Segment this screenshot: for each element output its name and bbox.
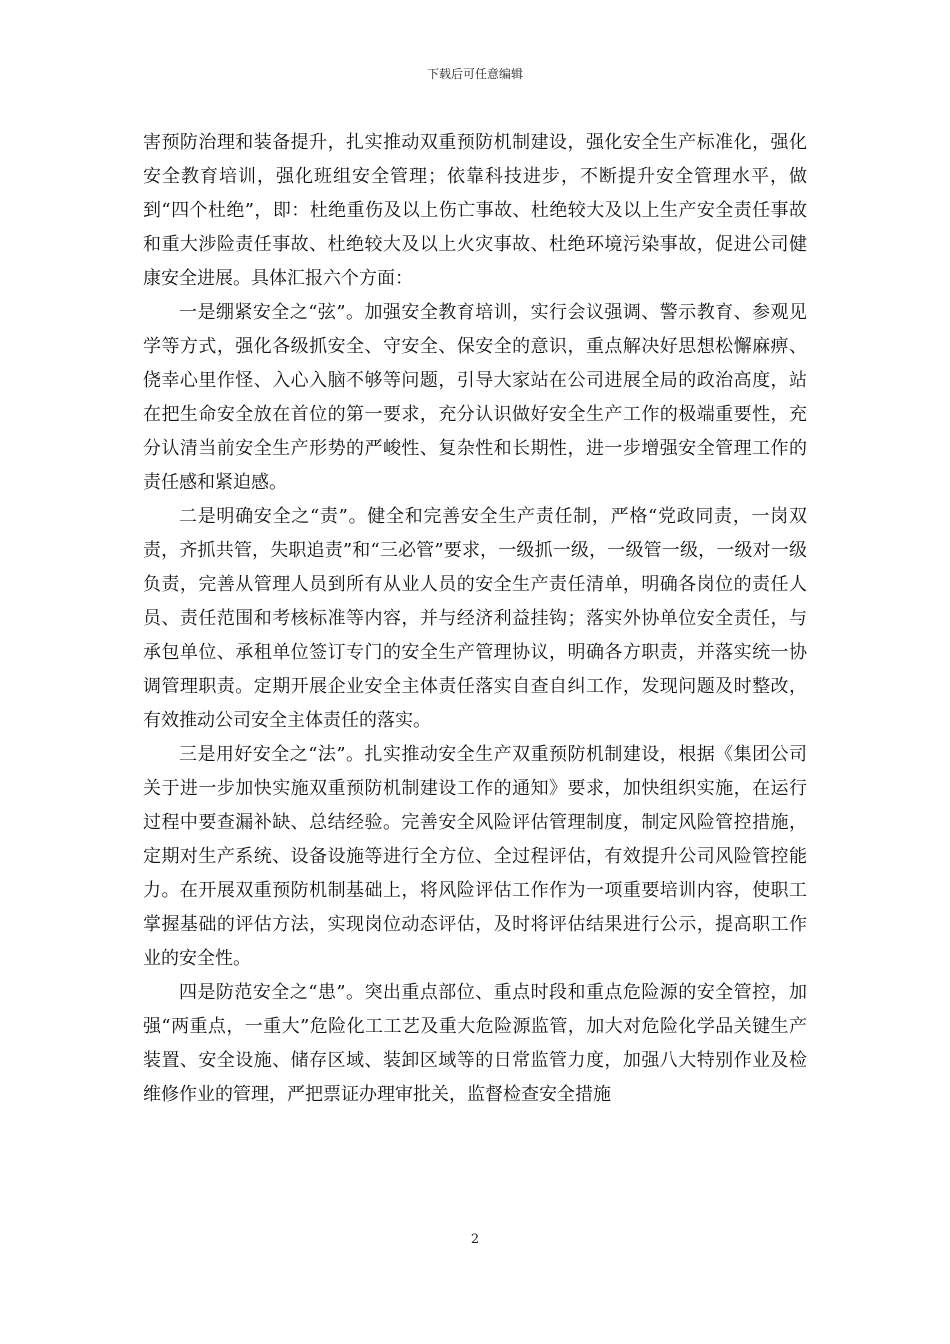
page-header: 下载后可任意编辑	[426, 67, 523, 81]
paragraph-section-two: 二是明确安全之“责”。健全和完善安全生产责任制，严格“党政同责，一岗双责，齐抓共管，失职追责”和“三必管”要求，一级抓一级，一级管一级，一级对一级负责，完善从管理人员到所有从业人员的安全生产责任清单，明确各岗位的责任人员、责任范围和考核标准等内容，并与经济利益挂钩；落实外协单位安全责任，与承包单位、承租单位签订专门的安全生产管理协议，明确各方职责，并落实统一协调管理职责。定期开展企业安全主体责任落实自查自纠工作，发现问题及时整改，有效推动公司安全主体责任的落实。	[143, 506, 807, 731]
paragraph-section-four: 四是防范安全之“患”。突出重点部位、重点时段和重点危险源的安全管控，加强“两重点，一重大”危险化工工艺及重大危险源监管，加大对危险化学品关键生产装置、安全设施、储存区域、装卸区域等的日常监管力度，加强八大特别作业及检维修作业的管理，严把票证办理审批关，监督检查安全措施	[143, 982, 807, 1105]
paragraph-section-one: 一是绷紧安全之“弦”。加强安全教育培训，实行会议强调、警示教育、参观见学等方式，强化各级抓安全、守安全、保安全的意识，重点解决好思想松懈麻痹、侥幸心里作怪、入心入脑不够等问题，引导大家站在公司进展全局的政治高度，站在把生命安全放在首位的第一要求，充分认识做好安全生产工作的极端重要性，充分认清当前安全生产形势的严峻性、复杂性和长期性，进一步增强安全管理工作的责任感和紧迫感。	[143, 302, 807, 493]
page-number: 2	[470, 1232, 480, 1247]
paragraph-continuation: 害预防治理和装备提升，扎实推动双重预防机制建设，强化安全生产标准化，强化安全教育培训，强化班组安全管理；依靠科技进步，不断提升安全管理水平，做到“四个杜绝”，即：杜绝重伤及以上伤亡事故、杜绝较大及以上生产安全责任事故和重大涉险责任事故、杜绝较大及以上火灾事故、杜绝环境污染事故，促进公司健康安全进展。具体汇报六个方面：	[143, 132, 807, 289]
document-body	[143, 126, 807, 1112]
paragraph-section-three: 三是用好安全之“法”。扎实推动安全生产双重预防机制建设，根据《集团公司关于进一步加快实施双重预防机制建设工作的通知》要求，加快组织实施，在运行过程中要查漏补缺、总结经验。完善安全风险评估管理制度，制定风险管控措施，定期对生产系统、设备设施等进行全方位、全过程评估，有效提升公司风险管控能力。在开展双重预防机制基础上，将风险评估工作作为一项重要培训内容，使职工掌握基础的评估方法，实现岗位动态评估，及时将评估结果进行公示，提高职工作业的安全性。	[143, 744, 807, 969]
